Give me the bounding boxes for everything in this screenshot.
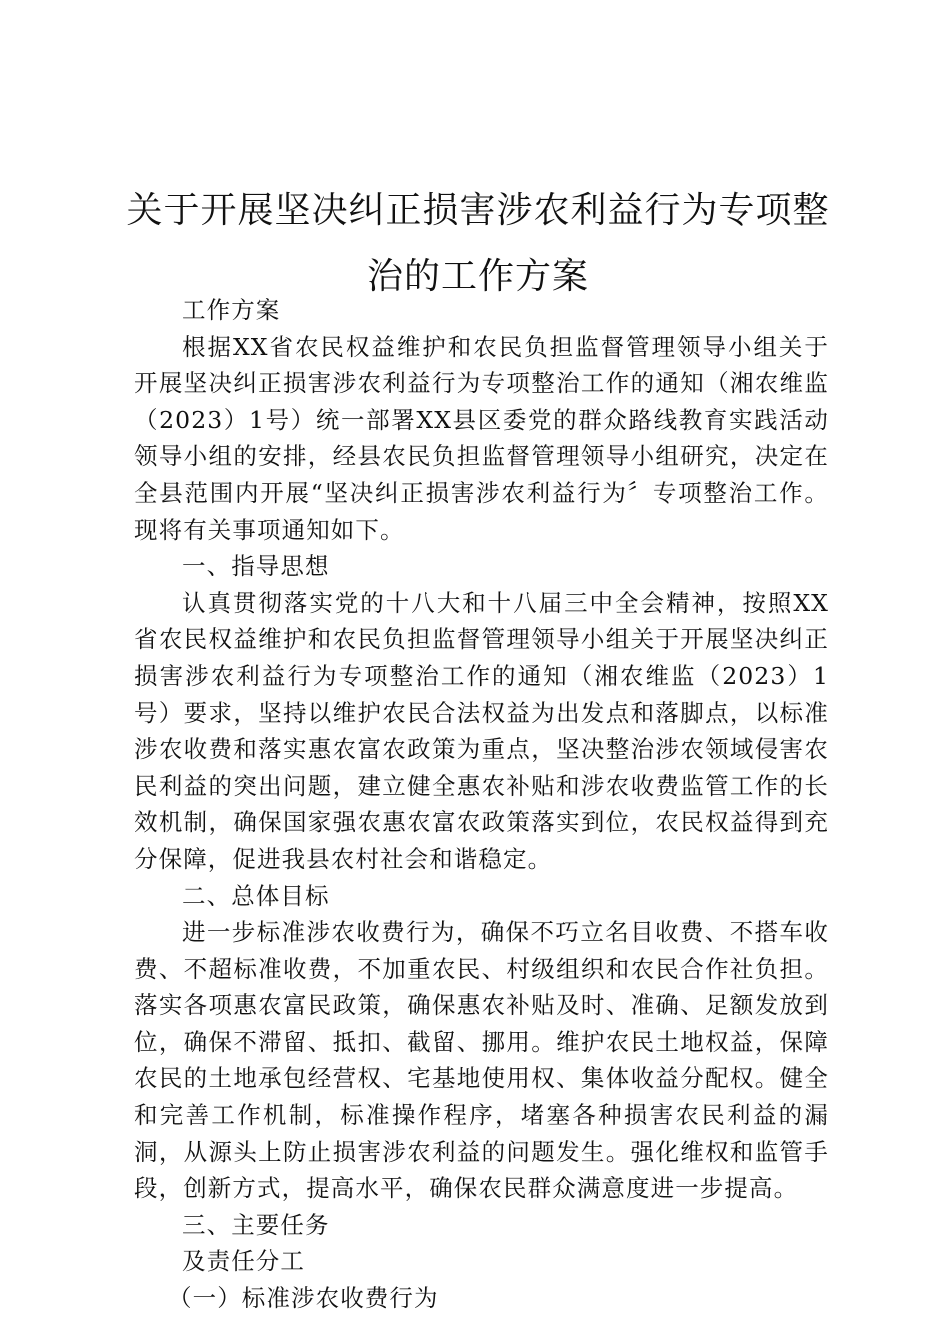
paragraph-intro: 根据XX省农民权益维护和农民负担监督管理领导小组关于开展坚决纠正损害涉农利益行为专项整治工作的通知（湘农维监（2023）1号）统一部署XX县区委党的群众路线教育实践活动领导小组的安排，经县农民负担监督管理领导小组研究，决定在全县范围内开展“坚决纠正损害涉农利益行为〞专项整治工作。现将有关事项通知如下。 bbox=[134, 332, 829, 544]
section-heading-2: 二、总体目标 bbox=[182, 881, 330, 910]
document-title bbox=[120, 178, 836, 310]
section-heading-3: 三、主要任务 bbox=[182, 1210, 330, 1239]
subtitle: 工作方案 bbox=[182, 296, 281, 324]
section-heading-3-continued: 及责任分工 bbox=[182, 1247, 305, 1276]
section-heading-1: 一、指导思想 bbox=[182, 552, 330, 581]
document-body bbox=[134, 292, 829, 1317]
paragraph-guiding: 认真贯彻落实党的十八大和十八届三中全会精神，按照XX省农民权益维护和农民负担监督管理领导小组关于开展坚决纠正损害涉农利益行为专项整治工作的通知（湘农维监（2023）1号）要求，坚持以维护农民合法权益为出发点和落脚点，以标准涉农收费和落实惠农富农政策为重点，坚决整治涉农领域侵害农民利益的突出问题，建立健全惠农补贴和涉农收费监管工作的长效机制，确保国家强农惠农富农政策落实到位，农民权益得到充分保障，促进我县农村社会和谐稳定。 bbox=[134, 588, 829, 873]
title-line-2: 治的工作方案 bbox=[366, 256, 589, 297]
subsection-heading-1: （一）标准涉农收费行为 bbox=[168, 1284, 439, 1313]
title-line-1: 关于开展坚决纠正损害涉农利益行为专项整 bbox=[126, 190, 830, 231]
paragraph-goals: 进一步标准涉农收费行为，确保不巧立名目收费、不搭车收费、不超标准收费，不加重农民、村级组织和农民合作社负担。落实各项惠农富民政策，确保惠农补贴及时、准确、足额发放到位，确保不滞留、抵扣、截留、挪用。维护农民土地权益，保障农民的土地承包经营权、宅基地使用权、集体收益分配权。健全和完善工作机制，标准操作程序，堵塞各种损害农民利益的漏洞，从源头上防止损害涉农利益的问题发生。强化维权和监管手段，创新方式，提高水平，确保农民群众满意度进一步提高。 bbox=[134, 918, 829, 1203]
